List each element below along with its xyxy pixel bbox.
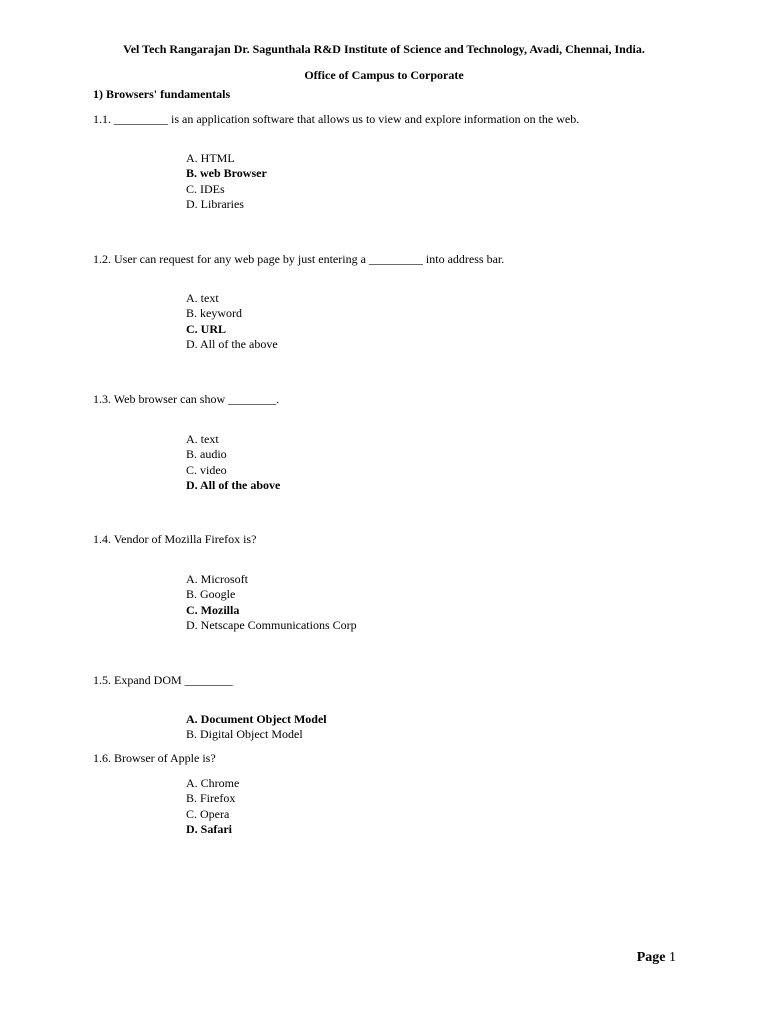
option-a: A. Chrome <box>186 776 240 790</box>
option-d-correct: D. Safari <box>186 821 232 836</box>
option-d: D. All of the above <box>186 336 278 351</box>
office-title: Office of Campus to Corporate <box>304 68 464 82</box>
page-footer <box>637 950 676 966</box>
option-c: C. IDEs <box>186 181 225 196</box>
option-c: C. Opera <box>186 806 230 821</box>
institute-title: Vel Tech Rangarajan Dr. Sagunthala R&D Institute of Science and Technology, Avadi, Chennai, India. <box>123 42 645 56</box>
options-1-1 <box>186 151 267 212</box>
page-label: Page <box>636 950 666 965</box>
option-d: D. Netscape Communications Corp <box>186 617 357 632</box>
question-1-3: 1.3. Web browser can show ________. <box>93 392 280 406</box>
option-b: B. Google <box>186 587 236 602</box>
option-b: B. audio <box>186 447 227 462</box>
option-a: A. HTML <box>186 151 235 165</box>
section-title: 1) Browsers' fundamentals <box>93 87 231 101</box>
option-a: A. text <box>186 432 219 446</box>
options-1-5 <box>186 712 327 743</box>
page-number: 1 <box>669 950 676 965</box>
question-1-4: 1.4. Vendor of Mozilla Firefox is? <box>93 532 257 546</box>
option-b: B. Firefox <box>186 791 236 806</box>
options-1-2 <box>186 291 278 352</box>
option-a: A. text <box>186 291 219 305</box>
options-1-6 <box>186 776 239 837</box>
option-a: A. Microsoft <box>186 572 248 586</box>
option-d-correct: D. All of the above <box>186 477 281 492</box>
options-1-3 <box>186 432 280 493</box>
question-1-5: 1.5. Expand DOM ________ <box>93 673 233 687</box>
option-c-correct: C. Mozilla <box>186 602 240 617</box>
question-1-2: 1.2. User can request for any web page by just entering a _________ into address bar. <box>93 252 505 266</box>
option-a-correct: A. Document Object Model <box>186 712 327 726</box>
question-1-6: 1.6. Browser of Apple is? <box>93 751 216 765</box>
option-b: B. keyword <box>186 306 242 321</box>
option-c-correct: C. URL <box>186 321 227 336</box>
option-b: B. Digital Object Model <box>186 727 303 742</box>
option-b-correct: B. web Browser <box>186 166 267 181</box>
option-d: D. Libraries <box>186 196 244 211</box>
question-1-1: 1.1. _________ is an application software that allows us to view and explore information on the web. <box>93 112 580 126</box>
options-1-4 <box>186 572 357 633</box>
option-c: C. video <box>186 462 227 477</box>
